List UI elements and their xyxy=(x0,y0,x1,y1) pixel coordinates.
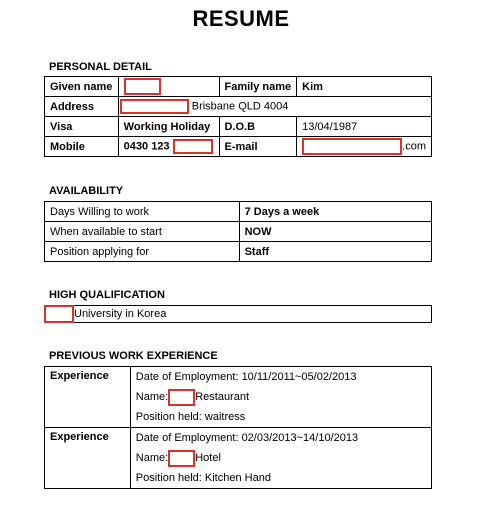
family-name-value: Kim xyxy=(297,77,432,97)
experience-label: Experience xyxy=(45,367,131,428)
resume-title: RESUME xyxy=(192,6,290,31)
personal-detail-table xyxy=(44,76,432,157)
availability-label: Days Willing to work xyxy=(45,202,240,222)
availability-value: 7 Days a week xyxy=(239,202,431,222)
experience-label: Experience xyxy=(45,428,131,489)
address-label: Address xyxy=(45,97,119,117)
mobile-label: Mobile xyxy=(45,137,119,157)
experience-details xyxy=(130,367,431,428)
family-name-label: Family name xyxy=(219,77,297,97)
experience-row xyxy=(45,367,432,428)
dob-value: 13/04/1987 xyxy=(297,117,432,137)
email-label: E-mail xyxy=(219,137,297,157)
visa-row xyxy=(45,117,432,137)
redaction-box xyxy=(168,450,195,467)
position-held: Position held: Kitchen Hand xyxy=(135,472,271,484)
address-value xyxy=(118,97,431,117)
experience-row xyxy=(45,428,432,489)
email-suffix: .com xyxy=(402,140,426,153)
availability-value: NOW xyxy=(239,222,431,242)
position-held: Position held: waitress xyxy=(135,411,246,423)
employment-date: Date of Employment: 10/11/2011~05/02/2013 xyxy=(135,371,357,383)
dob-label: D.O.B xyxy=(219,117,297,137)
redaction-box xyxy=(302,138,402,155)
availability-row xyxy=(45,202,432,222)
address-text: Brisbane QLD 4004 xyxy=(191,100,289,113)
personal-detail-heading: PERSONAL DETAIL xyxy=(49,61,152,73)
availability-label: When available to start xyxy=(45,222,240,242)
employer-name-line xyxy=(136,448,426,468)
availability-table xyxy=(44,201,432,262)
experience-heading: PREVIOUS WORK EXPERIENCE xyxy=(49,350,218,362)
employer-name-prefix: Name: xyxy=(135,452,169,464)
redaction-box xyxy=(173,139,213,154)
email-value xyxy=(297,137,432,157)
employment-date: Date of Employment: 02/03/2013~14/10/2013 xyxy=(135,432,359,444)
redaction-box xyxy=(168,389,195,406)
visa-label: Visa xyxy=(45,117,119,137)
mobile-value xyxy=(118,137,219,157)
employer-name-suffix: Hotel xyxy=(195,452,221,464)
qualification-box xyxy=(44,305,432,323)
visa-value: Working Holiday xyxy=(118,117,219,137)
given-name-label: Given name xyxy=(45,77,119,97)
availability-value: Staff xyxy=(239,242,431,262)
availability-label: Position applying for xyxy=(45,242,240,262)
mobile-text: 0430 123 xyxy=(123,140,170,153)
given-name-row xyxy=(45,77,432,97)
availability-row xyxy=(45,242,432,262)
employer-name-line xyxy=(136,387,426,407)
availability-heading: AVAILABILITY xyxy=(49,185,124,197)
experience-details xyxy=(130,428,431,489)
availability-row xyxy=(45,222,432,242)
qualification-heading: HIGH QUALIFICATION xyxy=(49,289,165,301)
redaction-box xyxy=(44,305,74,323)
mobile-row xyxy=(45,137,432,157)
qualification-value: University in Korea xyxy=(74,308,167,320)
employer-name-prefix: Name: xyxy=(135,391,169,403)
redaction-box xyxy=(120,99,189,114)
given-name-value xyxy=(118,77,219,97)
experience-table xyxy=(44,366,432,489)
address-row xyxy=(45,97,432,117)
redaction-box xyxy=(124,78,161,95)
employer-name-suffix: Restaurant xyxy=(195,391,250,403)
